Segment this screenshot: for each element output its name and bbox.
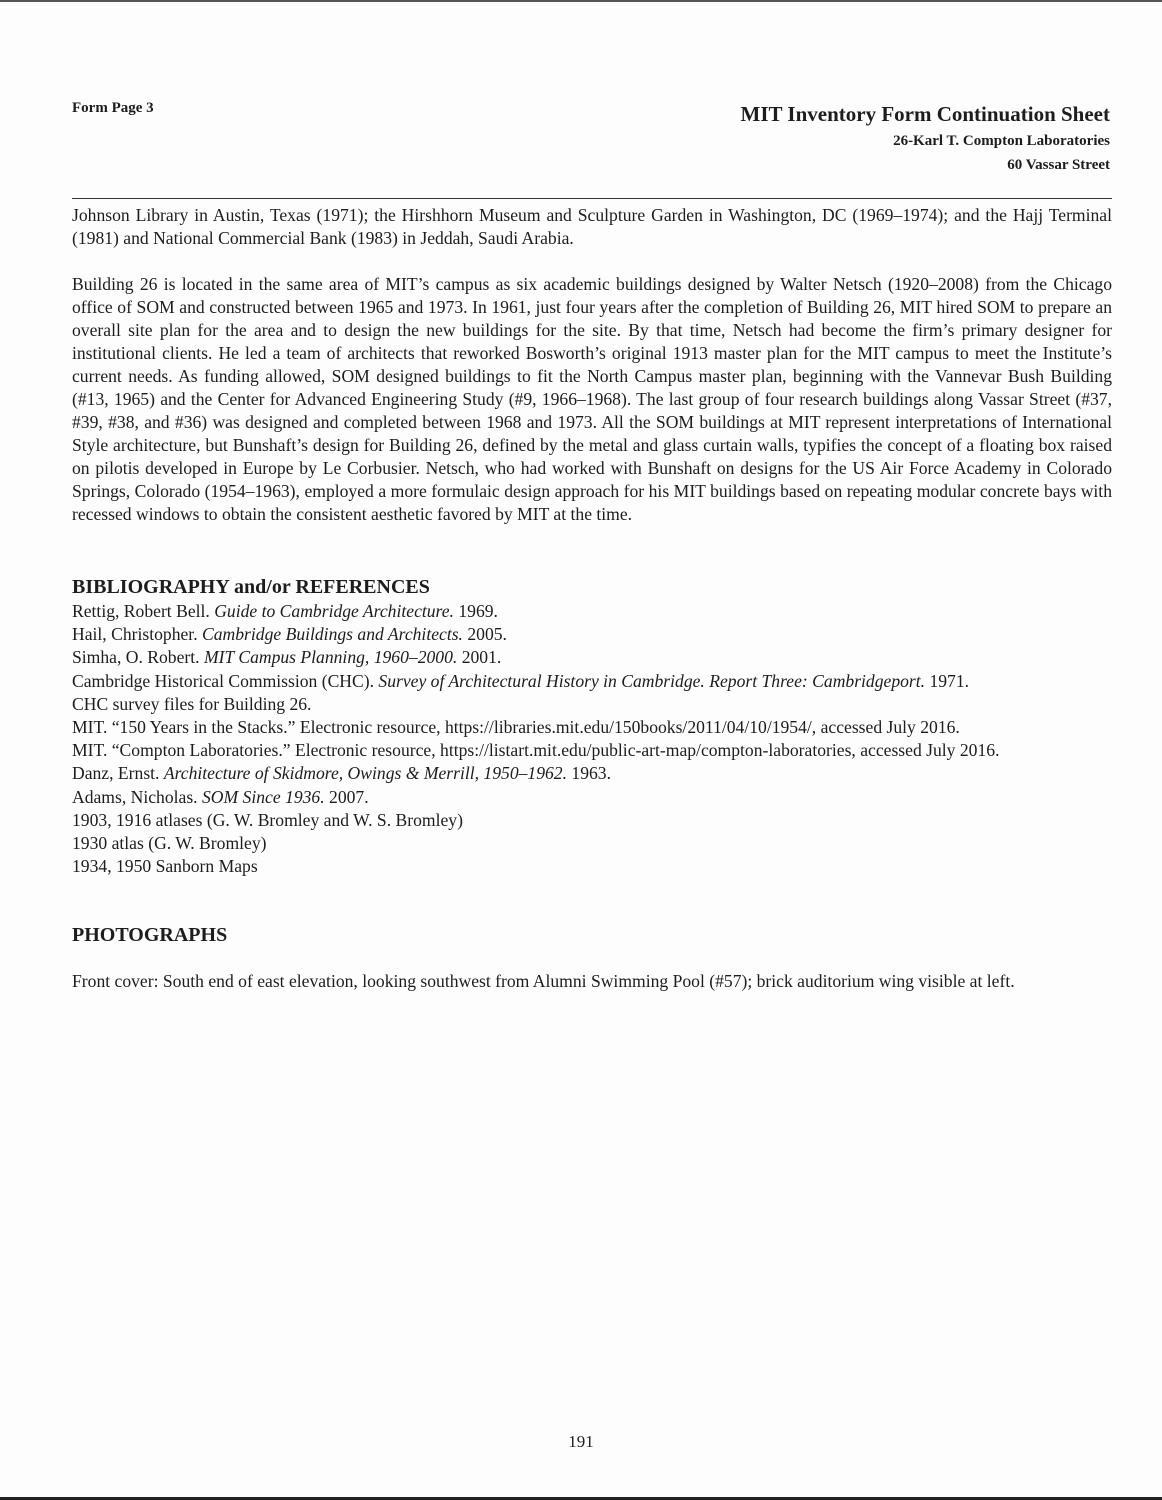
photographs-caption: Front cover: South end of east elevation, looking southwest from Alumni Swimming Pool (#57); brick auditorium wing visible at left. bbox=[72, 971, 1015, 992]
bibliography-entry: CHC survey files for Building 26. bbox=[72, 693, 312, 714]
main-content bbox=[72, 204, 1112, 993]
bibliography-heading: BIBLIOGRAPHY and/or REFERENCES bbox=[72, 576, 430, 598]
bibliography-entry: 1934, 1950 Sanborn Maps bbox=[72, 856, 258, 877]
bibliography-entry: Danz, Ernst. Architecture of Skidmore, Owings & Merrill, 1950–1962. 1963. bbox=[72, 763, 611, 784]
page-number: 191 bbox=[568, 1432, 594, 1451]
bibliography-entry: Hail, Christopher. Cambridge Buildings and Architects. 2005. bbox=[72, 624, 507, 645]
form-page-label: Form Page 3 bbox=[72, 100, 154, 116]
bibliography-entry: Cambridge Historical Commission (CHC). Survey of Architectural History in Cambridge. Report Three: Cambridgeport. 1971. bbox=[72, 670, 970, 691]
body-paragraph-2: Building 26 is located in the same area of MIT’s campus as six academic buildings designed by Walter Netsch (1920–2008) from the Chicago office of SOM and constructed between 1965 and 1973. In 1961, just four years after the completion of Building 26, MIT hired SOM to prepare an overall site plan for the area and to design the new buildings for the site. By that time, Netsch had become the firm’s primary designer for institutional clients. He led a team of architects that reworked Bosworth’s original 1913 master plan for the MIT campus to meet the Institute’s current needs. As funding allowed, SOM designed buildings to fit the North Campus master plan, beginning with the Vannevar Bush Building (#13, 1965) and the Center for Advanced Engineering Study (#9, 1966–1968). The last group of four research buildings along Vassar Street (#37, #39, #38, and #36) was designed and completed between 1968 and 1973. All the SOM buildings at MIT represent interpretations of International Style architecture, but Bunshaft’s design for Building 26, defined by the metal and glass curtain walls, typifies the concept of a floating box raised on pilotis developed in Europe by Le Corbusier. Netsch, who had worked with Bunshaft on designs for the US Air Force Academy in Colorado Springs, Colorado (1954–1963), employed a more formulaic design approach for his MIT buildings based on repeating modular concrete bays with recessed windows to obtain the consistent aesthetic favored by MIT at the time. bbox=[72, 274, 1112, 524]
bibliography-entry: 1903, 1916 atlases (G. W. Bromley and W. S. Bromley) bbox=[72, 809, 463, 830]
sheet-title: MIT Inventory Form Continuation Sheet bbox=[740, 102, 1110, 126]
bibliography-entry: Adams, Nicholas. SOM Since 1936. 2007. bbox=[72, 786, 369, 807]
body-paragraph-1: Johnson Library in Austin, Texas (1971); the Hirshhorn Museum and Sculpture Garden in Washington, DC (1969–1974); and the Hajj Terminal (1981) and National Commercial Bank (1983) in Jeddah, Saudi Arabia. bbox=[72, 205, 1112, 248]
bibliography-entry: Rettig, Robert Bell. Guide to Cambridge Architecture. 1969. bbox=[72, 601, 498, 621]
building-address: 60 Vassar Street bbox=[1007, 157, 1110, 173]
photographs-heading: PHOTOGRAPHS bbox=[72, 924, 228, 947]
header-divider bbox=[72, 198, 1112, 199]
bibliography-entry: 1930 atlas (G. W. Bromley) bbox=[72, 833, 267, 854]
bibliography-list bbox=[72, 600, 1112, 878]
bibliography-entry: Simha, O. Robert. MIT Campus Planning, 1960–2000. 2001. bbox=[72, 647, 502, 668]
page-header bbox=[741, 100, 1110, 176]
bibliography-entry: MIT. “Compton Laboratories.” Electronic resource, https://listart.mit.edu/public-art-map/compton-laboratories, accessed July 2016. bbox=[72, 740, 1000, 761]
bibliography-entry: MIT. “150 Years in the Stacks.” Electronic resource, https://libraries.mit.edu/150books/2011/04/10/1954/, accessed July 2016. bbox=[72, 717, 960, 738]
building-name: 26-Karl T. Compton Laboratories bbox=[893, 133, 1110, 149]
